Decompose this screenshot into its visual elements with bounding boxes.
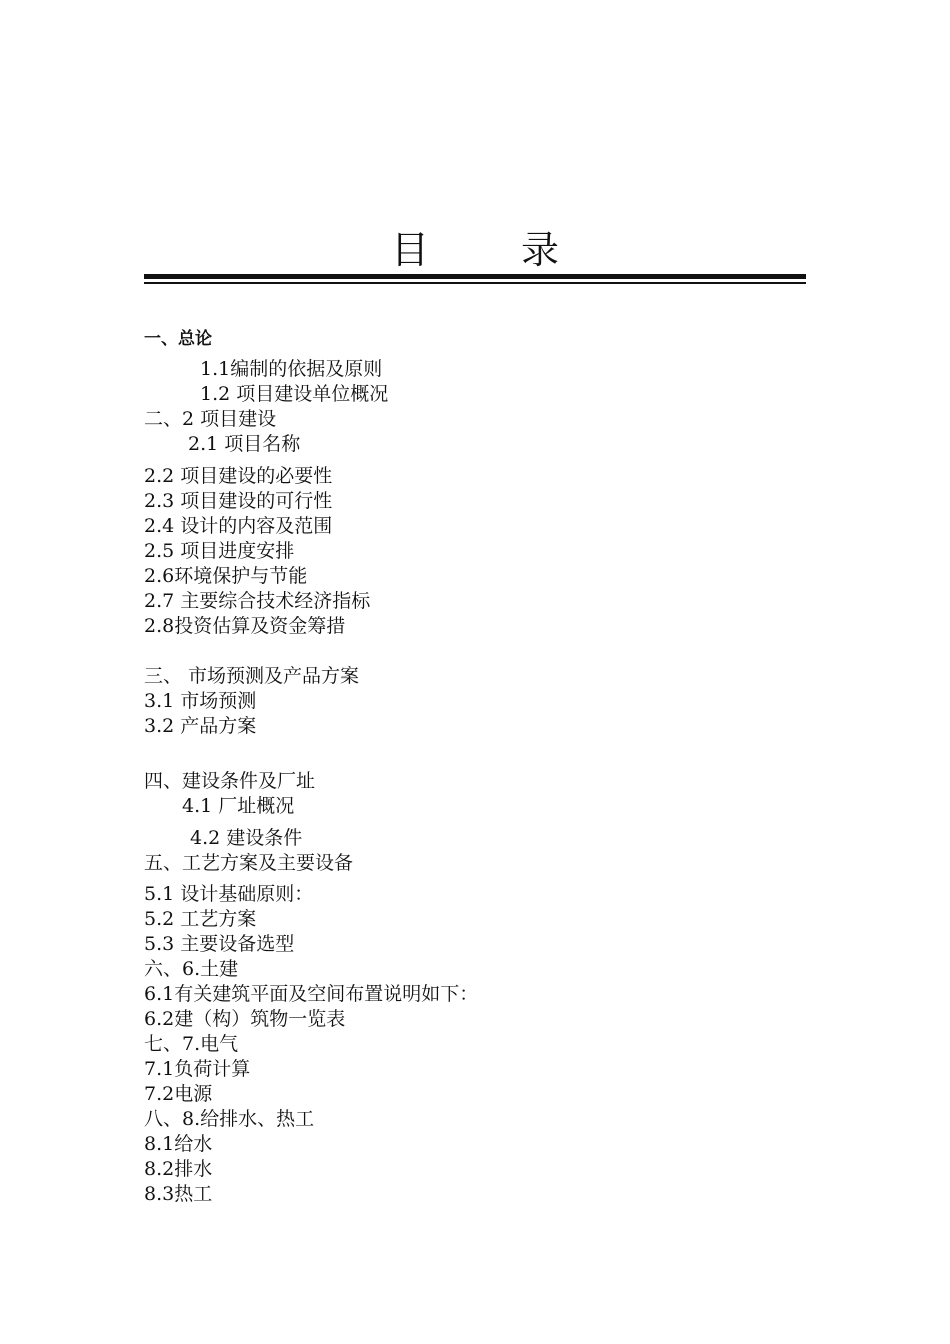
toc-section-2[interactable]: 二、2 项目建设 bbox=[144, 408, 277, 430]
toc-entry-8-3[interactable]: 8.3热工 bbox=[144, 1183, 213, 1205]
toc-section-8[interactable]: 八、8.给排水、热工 bbox=[144, 1108, 315, 1130]
toc-entry-5-3[interactable]: 5.3 主要设备选型 bbox=[144, 933, 295, 955]
toc-entry-2-2[interactable]: 2.2 项目建设的必要性 bbox=[144, 465, 333, 487]
toc-entry-7-1[interactable]: 7.1负荷计算 bbox=[144, 1058, 251, 1080]
toc-section-1[interactable]: 一、总论 bbox=[144, 329, 212, 349]
toc-entry-1-2[interactable]: 1.2 项目建设单位概况 bbox=[200, 383, 389, 405]
toc-entry-4-2[interactable]: 4.2 建设条件 bbox=[190, 827, 303, 849]
toc-entry-2-8[interactable]: 2.8投资估算及资金筹措 bbox=[144, 615, 346, 637]
toc-entry-8-1[interactable]: 8.1给水 bbox=[144, 1133, 213, 1155]
toc-entry-2-1[interactable]: 2.1 项目名称 bbox=[188, 433, 301, 455]
toc-entry-3-1[interactable]: 3.1 市场预测 bbox=[144, 690, 257, 712]
toc-entry-2-5[interactable]: 2.5 项目进度安排 bbox=[144, 540, 295, 562]
toc-entry-6-1[interactable]: 6.1有关建筑平面及空间布置说明如下： bbox=[144, 983, 479, 1005]
toc-section-6[interactable]: 六、6.土建 bbox=[144, 958, 239, 980]
toc-entry-8-2[interactable]: 8.2排水 bbox=[144, 1158, 213, 1180]
toc-entry-6-2[interactable]: 6.2建（构）筑物一览表 bbox=[144, 1008, 346, 1030]
toc-entry-2-6[interactable]: 2.6环境保护与节能 bbox=[144, 565, 308, 587]
toc-section-5[interactable]: 五、工艺方案及主要设备 bbox=[144, 852, 354, 874]
toc-entry-5-1[interactable]: 5.1 设计基础原则： bbox=[144, 883, 314, 905]
toc-section-3[interactable]: 三、 市场预测及产品方案 bbox=[144, 665, 360, 687]
toc-section-7[interactable]: 七、7.电气 bbox=[144, 1033, 239, 1055]
toc-entry-3-2[interactable]: 3.2 产品方案 bbox=[144, 715, 257, 737]
toc-entry-2-3[interactable]: 2.3 项目建设的可行性 bbox=[144, 490, 333, 512]
toc-entry-4-1[interactable]: 4.1 厂址概况 bbox=[182, 795, 295, 817]
toc-entry-2-7[interactable]: 2.7 主要综合技术经济指标 bbox=[144, 590, 371, 612]
title-divider-thin bbox=[144, 282, 806, 284]
toc-entry-5-2[interactable]: 5.2 工艺方案 bbox=[144, 908, 257, 930]
toc-entry-2-4[interactable]: 2.4 设计的内容及范围 bbox=[144, 515, 333, 537]
toc-entry-7-2[interactable]: 7.2电源 bbox=[144, 1083, 213, 1105]
toc-entry-1-1[interactable]: 1.1编制的依据及原则 bbox=[200, 358, 383, 380]
page-title: 目 录 bbox=[390, 228, 600, 272]
title-divider-thick bbox=[144, 274, 806, 279]
toc-section-4[interactable]: 四、建设条件及厂址 bbox=[144, 770, 316, 792]
